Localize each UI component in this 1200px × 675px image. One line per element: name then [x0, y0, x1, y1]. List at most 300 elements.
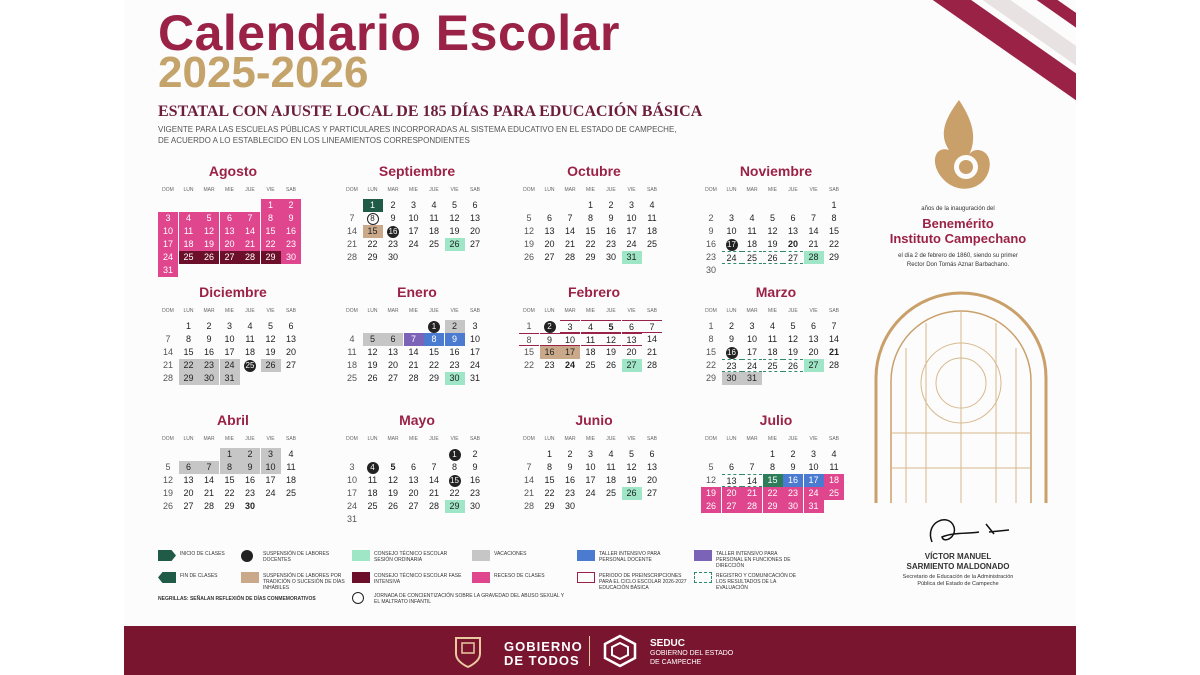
day-cell: 12: [626, 462, 637, 472]
day-cell: 13: [408, 475, 419, 485]
bold-note: NEGRILLAS: SEÑALAN REFLEXIÓN DE DÍAS CONMEMORATIVOS: [158, 596, 316, 602]
day-cell: 20: [183, 488, 194, 498]
day-cell: 19: [162, 488, 173, 498]
weekday-header: VIE: [266, 187, 275, 193]
day-cell: 25: [605, 488, 616, 498]
day-cell: 12: [199, 225, 219, 238]
day-cell: 30: [281, 251, 301, 264]
weekday-header: JUE: [606, 187, 616, 193]
day-cell: 31: [742, 372, 762, 385]
weekday-header: JUE: [245, 436, 255, 442]
day-cell: 24: [158, 251, 178, 264]
calendar-poster: [124, 0, 1076, 675]
day-cell: 9: [445, 333, 465, 346]
day-cell: 17: [408, 226, 419, 236]
month-name: Octubre: [567, 163, 621, 179]
month-name: Noviembre: [739, 163, 813, 179]
day-cell: 18: [767, 347, 778, 357]
weekday-header: SAB: [646, 436, 657, 442]
day-cell: 5: [363, 333, 383, 346]
day-cell: 30: [783, 500, 803, 513]
weekday-header: MIE: [409, 436, 418, 442]
day-cell: 24: [469, 360, 480, 370]
day-cell: 15: [428, 347, 439, 357]
legend-label: TALLER INTENSIVO PARA PERSONAL EN FUNCIONES DE DIRECCIÓN: [716, 551, 791, 569]
day-cell: 26: [387, 501, 398, 511]
day-cell: 11: [747, 226, 757, 236]
day-cell: 11: [429, 213, 439, 223]
day-cell: 15: [363, 225, 383, 238]
day-cell: 13: [183, 475, 194, 485]
day-cell: 31: [622, 251, 642, 264]
day-cell: 7: [165, 334, 171, 344]
day-cell: 21: [646, 347, 657, 357]
day-cell: 3: [728, 213, 734, 223]
day-cell: 9: [472, 462, 478, 472]
day-cell: 15: [224, 475, 235, 485]
day-cell: 25: [367, 501, 378, 511]
day-cell: 12: [367, 347, 378, 357]
day-cell: 29: [224, 501, 235, 511]
weekday-header: VIE: [809, 436, 818, 442]
legend-swatch: [352, 572, 370, 583]
day-cell: 8: [451, 462, 457, 472]
day-cell: 7: [404, 333, 424, 346]
weekday-header: MAR: [746, 308, 758, 314]
day-cell: 12: [449, 213, 460, 223]
day-cell: 24: [742, 359, 762, 372]
day-cell: 8: [363, 212, 383, 225]
weekday-header: DOM: [346, 187, 358, 193]
arch-illustration: [866, 283, 1056, 503]
legend-swatch: [694, 572, 712, 583]
seduc-logo-icon: [602, 634, 638, 668]
day-cell: 10: [261, 461, 281, 474]
footer-banner: [124, 626, 1076, 675]
weekday-header: JUE: [429, 187, 439, 193]
day-cell: 8: [261, 212, 281, 225]
month-name: Febrero: [567, 284, 621, 300]
day-cell: 18: [346, 360, 357, 370]
weekday-header: LUN: [367, 187, 378, 193]
month-noviembre: [701, 163, 851, 275]
day-cell: 1: [526, 321, 532, 331]
month-junio: [519, 412, 669, 511]
day-cell: 21: [564, 239, 575, 249]
day-cell: 9: [281, 212, 301, 225]
day-cell: 4: [831, 449, 837, 459]
day-cell: 4: [431, 200, 437, 210]
day-cell: 14: [523, 475, 534, 485]
day-cell: 17: [727, 240, 736, 249]
day-cell: 21: [808, 239, 819, 249]
day-cell: 23: [783, 487, 803, 500]
day-cell: 12: [265, 334, 276, 344]
weekday-header: JUE: [606, 436, 616, 442]
legend-label: RECESO DE CLASES: [494, 573, 545, 579]
day-cell: 9: [708, 226, 714, 236]
day-cell: 2: [281, 199, 301, 212]
day-cell: 20: [808, 347, 819, 357]
day-cell: 26: [367, 373, 378, 383]
day-cell: 19: [767, 239, 778, 249]
day-cell: 2: [708, 213, 714, 223]
day-cell: 27: [804, 359, 824, 372]
legend-swatch: [577, 572, 595, 583]
month-name: Julio: [759, 412, 793, 428]
day-cell: 11: [347, 347, 357, 357]
day-cell: 5: [601, 320, 621, 333]
day-cell: 18: [646, 226, 657, 236]
day-cell: 16: [203, 347, 214, 357]
school-year: 2025-2026: [158, 48, 369, 97]
day-cell: 22: [179, 359, 199, 372]
day-cell: 10: [726, 226, 737, 236]
weekday-header: LUN: [183, 308, 194, 314]
day-cell: 7: [199, 461, 219, 474]
seduc-label: SEDUC: [650, 638, 686, 649]
day-cell: 25: [585, 360, 596, 370]
day-cell: 23: [199, 359, 219, 372]
day-cell: 27: [183, 501, 194, 511]
day-cell: 23: [449, 360, 460, 370]
weekday-header: JUE: [245, 308, 255, 314]
day-cell: 16: [469, 475, 480, 485]
day-cell: 28: [240, 251, 260, 264]
weekday-header: LUN: [726, 308, 737, 314]
day-cell: 28: [523, 501, 534, 511]
day-cell: 17: [746, 347, 757, 357]
day-cell: 28: [646, 360, 657, 370]
day-cell: 28: [564, 252, 575, 262]
weekday-header: MAR: [203, 308, 215, 314]
weekday-header: LUN: [367, 436, 378, 442]
day-cell: 6: [220, 212, 240, 225]
day-cell: 9: [540, 333, 560, 346]
day-cell: 18: [367, 488, 378, 498]
day-cell: 26: [701, 500, 721, 513]
day-cell: 10: [469, 334, 480, 344]
day-cell: 28: [346, 252, 357, 262]
day-cell: 2: [540, 320, 560, 333]
day-cell: 11: [647, 213, 657, 223]
day-cell: 1: [261, 199, 281, 212]
day-cell: 24: [722, 251, 742, 264]
day-cell: 21: [240, 238, 260, 251]
day-cell: 2: [240, 448, 260, 461]
day-cell: 5: [708, 462, 714, 472]
day-cell: 4: [608, 449, 614, 459]
day-cell: 26: [199, 251, 219, 264]
day-cell: 13: [787, 226, 798, 236]
weekday-header: SAB: [646, 308, 657, 314]
page-title: Calendario Escolar: [158, 5, 620, 61]
day-cell: 17: [158, 238, 178, 251]
legend-label: VACACIONES: [494, 551, 527, 557]
day-cell: 16: [727, 348, 736, 357]
signatory-name-2: SARMIENTO MALDONADO: [906, 562, 1010, 571]
weekday-header: MIE: [768, 308, 777, 314]
legend-swatch: [577, 550, 595, 561]
institute-name-2: Instituto Campechano: [889, 231, 1027, 246]
month-octubre: [519, 163, 669, 262]
day-cell: 12: [387, 475, 398, 485]
day-cell: 3: [410, 200, 416, 210]
legend-label: INICIO DE CLASES: [180, 551, 225, 557]
weekday-header: VIE: [450, 187, 459, 193]
legend-swatch: [241, 550, 253, 562]
day-cell: 25: [346, 373, 357, 383]
subtitle: ESTATAL CON AJUSTE LOCAL DE 185 DÍAS PARA EDUCACIÓN BÁSICA: [158, 103, 703, 120]
day-cell: 7: [642, 320, 662, 333]
day-cell: 7: [810, 213, 816, 223]
month-name: Diciembre: [199, 284, 267, 300]
day-cell: 20: [285, 347, 296, 357]
day-cell: 30: [199, 372, 219, 385]
weekday-header: LUN: [367, 308, 378, 314]
day-cell: 8: [546, 462, 552, 472]
month-septiembre: [342, 163, 492, 262]
day-cell: 22: [544, 488, 555, 498]
day-cell: 22: [705, 360, 716, 370]
day-cell: 9: [728, 334, 734, 344]
day-cell: 26: [763, 251, 783, 264]
legend-label: REGISTRO Y COMUNICACIÓN DE LOS RESULTADOS DE LA EVALUACIÓN: [716, 573, 797, 591]
legend-swatch: [241, 572, 259, 583]
day-cell: 5: [390, 462, 396, 472]
day-cell: 6: [288, 321, 294, 331]
day-cell: 2: [567, 449, 573, 459]
day-cell: 8: [769, 462, 775, 472]
weekday-header: DOM: [346, 436, 358, 442]
signatory-name-1: VÍCTOR MANUEL: [924, 552, 992, 561]
day-cell: 12: [787, 334, 798, 344]
weekday-header: MAR: [746, 436, 758, 442]
weekday-header: MAR: [746, 187, 758, 193]
legend-label: JORNADA DE CONCIENTIZACIÓN SOBRE LA GRAVEDAD DEL ABUSO SEXUAL Y EL MALTRATO INFANTIL: [374, 593, 564, 605]
day-cell: 2: [390, 200, 396, 210]
weekday-header: SAB: [469, 308, 480, 314]
day-cell: 18: [824, 474, 844, 487]
day-cell: 2: [445, 320, 465, 333]
day-cell: 2: [728, 321, 734, 331]
day-cell: 9: [790, 462, 796, 472]
legend-label: SUSPENSIÓN DE LABORES DOCENTES: [263, 551, 330, 563]
day-cell: 22: [523, 360, 534, 370]
month-mayo: [342, 412, 492, 524]
day-cell: 14: [828, 334, 839, 344]
legend-swatch: [158, 550, 176, 561]
institute-logo-icon: [914, 95, 1004, 205]
day-cell: 5: [199, 212, 219, 225]
weekday-header: SAB: [646, 187, 657, 193]
day-cell: 21: [742, 487, 762, 500]
day-cell: 28: [828, 360, 839, 370]
day-cell: 18: [746, 239, 757, 249]
legend-swatch: [472, 550, 490, 561]
day-cell: 11: [245, 334, 255, 344]
legend-label: SUSPENSIÓN DE LABORES POR TRADICIÓN O SUCESIÓN DE DÍAS INHÁBILES: [263, 573, 345, 591]
day-cell: 6: [410, 462, 416, 472]
legend-label: FIN DE CLASES: [180, 573, 218, 579]
day-cell: 27: [387, 373, 398, 383]
day-cell: 13: [387, 347, 398, 357]
day-cell: 20: [387, 360, 398, 370]
day-cell: 21: [408, 360, 419, 370]
day-cell: 4: [749, 213, 755, 223]
day-cell: 20: [787, 239, 798, 249]
day-cell: 30: [722, 372, 742, 385]
day-cell: 24: [220, 359, 240, 372]
day-cell: 24: [265, 488, 276, 498]
day-cell: 29: [428, 373, 439, 383]
weekday-header: DOM: [705, 187, 717, 193]
day-cell: 25: [742, 251, 762, 264]
month-name: Abril: [217, 412, 249, 428]
day-cell: 3: [261, 448, 281, 461]
day-cell: 7: [831, 321, 837, 331]
day-cell: 17: [626, 226, 637, 236]
legend-swatch: [694, 550, 712, 561]
day-cell: 12: [523, 226, 534, 236]
day-cell: 14: [646, 334, 657, 344]
day-cell: 24: [585, 488, 596, 498]
signatory-role-2: Pública del Estado de Campeche: [917, 581, 999, 587]
weekday-header: SAB: [469, 436, 480, 442]
day-cell: 15: [705, 347, 716, 357]
day-cell: 18: [605, 475, 616, 485]
day-cell: 10: [626, 213, 637, 223]
day-cell: 14: [564, 226, 575, 236]
weekday-header: JUE: [788, 187, 798, 193]
day-cell: 21: [203, 488, 214, 498]
weekday-header: SAB: [285, 308, 296, 314]
legend-swatch: [472, 572, 490, 583]
day-cell: 6: [790, 213, 796, 223]
weekday-header: MIE: [586, 187, 595, 193]
day-cell: 28: [804, 251, 824, 264]
weekday-header: LUN: [726, 436, 737, 442]
day-cell: 17: [469, 347, 480, 357]
day-cell: 14: [408, 347, 419, 357]
day-cell: 13: [220, 225, 240, 238]
day-cell: 10: [158, 225, 178, 238]
day-cell: 4: [581, 320, 601, 333]
day-cell: 27: [783, 251, 803, 264]
day-cell: 17: [265, 475, 276, 485]
month-name: Junio: [575, 412, 613, 428]
day-cell: 4: [349, 334, 355, 344]
day-cell: 8: [587, 213, 593, 223]
day-cell: 20: [469, 226, 480, 236]
day-cell: 16: [244, 475, 255, 485]
day-cell: 7: [567, 213, 573, 223]
day-cell: 27: [220, 251, 240, 264]
day-cell: 13: [722, 474, 742, 487]
day-cell: 6: [179, 461, 199, 474]
day-cell: 13: [285, 334, 296, 344]
weekday-header: LUN: [544, 436, 555, 442]
day-cell: 6: [810, 321, 816, 331]
day-cell: 23: [605, 239, 616, 249]
day-cell: 24: [564, 360, 575, 370]
day-cell: 17: [224, 347, 235, 357]
day-cell: 25: [245, 361, 255, 370]
day-cell: 1: [587, 200, 593, 210]
day-cell: 9: [206, 334, 212, 344]
day-cell: 29: [445, 500, 465, 513]
day-cell: 5: [267, 321, 273, 331]
day-cell: 23: [469, 488, 480, 498]
weekday-header: VIE: [627, 187, 636, 193]
day-cell: 22: [585, 239, 596, 249]
day-cell: 31: [158, 264, 178, 277]
day-cell: 18: [585, 347, 596, 357]
day-cell: 28: [408, 373, 419, 383]
day-cell: 15: [523, 347, 534, 357]
day-cell: 29: [705, 373, 716, 383]
weekday-header: MAR: [203, 436, 215, 442]
weekday-header: DOM: [523, 308, 535, 314]
month-julio: [701, 412, 851, 511]
day-cell: 3: [628, 200, 634, 210]
day-cell: 16: [783, 474, 803, 487]
day-cell: 22: [367, 239, 378, 249]
day-cell: 17: [804, 474, 824, 487]
weekday-header: JUE: [788, 308, 798, 314]
day-cell: 4: [363, 461, 383, 474]
day-cell: 14: [346, 226, 357, 236]
day-cell: 15: [585, 226, 596, 236]
day-cell: 31: [804, 500, 824, 513]
day-cell: 27: [408, 501, 419, 511]
seduc-sub-2: DE CAMPECHE: [650, 659, 702, 666]
day-cell: 19: [787, 347, 798, 357]
day-cell: 20: [626, 347, 637, 357]
signature-icon: [924, 512, 1014, 550]
legend-label: PERIODO DE PREINSCRIPCIONES PARA EL CICLO ESCOLAR 2026-2027 EDUCACIÓN BÁSICA: [599, 573, 687, 591]
weekday-header: SAB: [285, 187, 296, 193]
day-cell: 8: [424, 333, 444, 346]
weekday-header: SAB: [285, 436, 296, 442]
month-name: Septiembre: [378, 163, 456, 179]
weekday-header: LUN: [183, 187, 194, 193]
day-cell: 11: [367, 475, 378, 485]
day-cell: 27: [544, 252, 555, 262]
month-febrero: [519, 284, 669, 370]
day-cell: 1: [769, 449, 775, 459]
day-cell: 15: [763, 474, 783, 487]
day-cell: 22: [224, 488, 235, 498]
day-cell: 26: [162, 501, 173, 511]
weekday-header: MIE: [225, 308, 234, 314]
day-cell: 4: [649, 200, 655, 210]
day-cell: 1: [708, 321, 714, 331]
day-cell: 30: [705, 265, 716, 275]
day-cell: 27: [646, 488, 657, 498]
day-cell: 18: [428, 226, 439, 236]
legend-swatch: [352, 550, 370, 561]
day-cell: 21: [346, 239, 357, 249]
day-cell: 3: [349, 462, 355, 472]
day-cell: 16: [449, 347, 460, 357]
day-cell: 20: [220, 238, 240, 251]
day-cell: 1: [445, 448, 465, 461]
day-cell: 24: [408, 239, 419, 249]
weekday-header: DOM: [162, 187, 174, 193]
day-cell: 19: [523, 239, 534, 249]
day-cell: 30: [605, 252, 616, 262]
